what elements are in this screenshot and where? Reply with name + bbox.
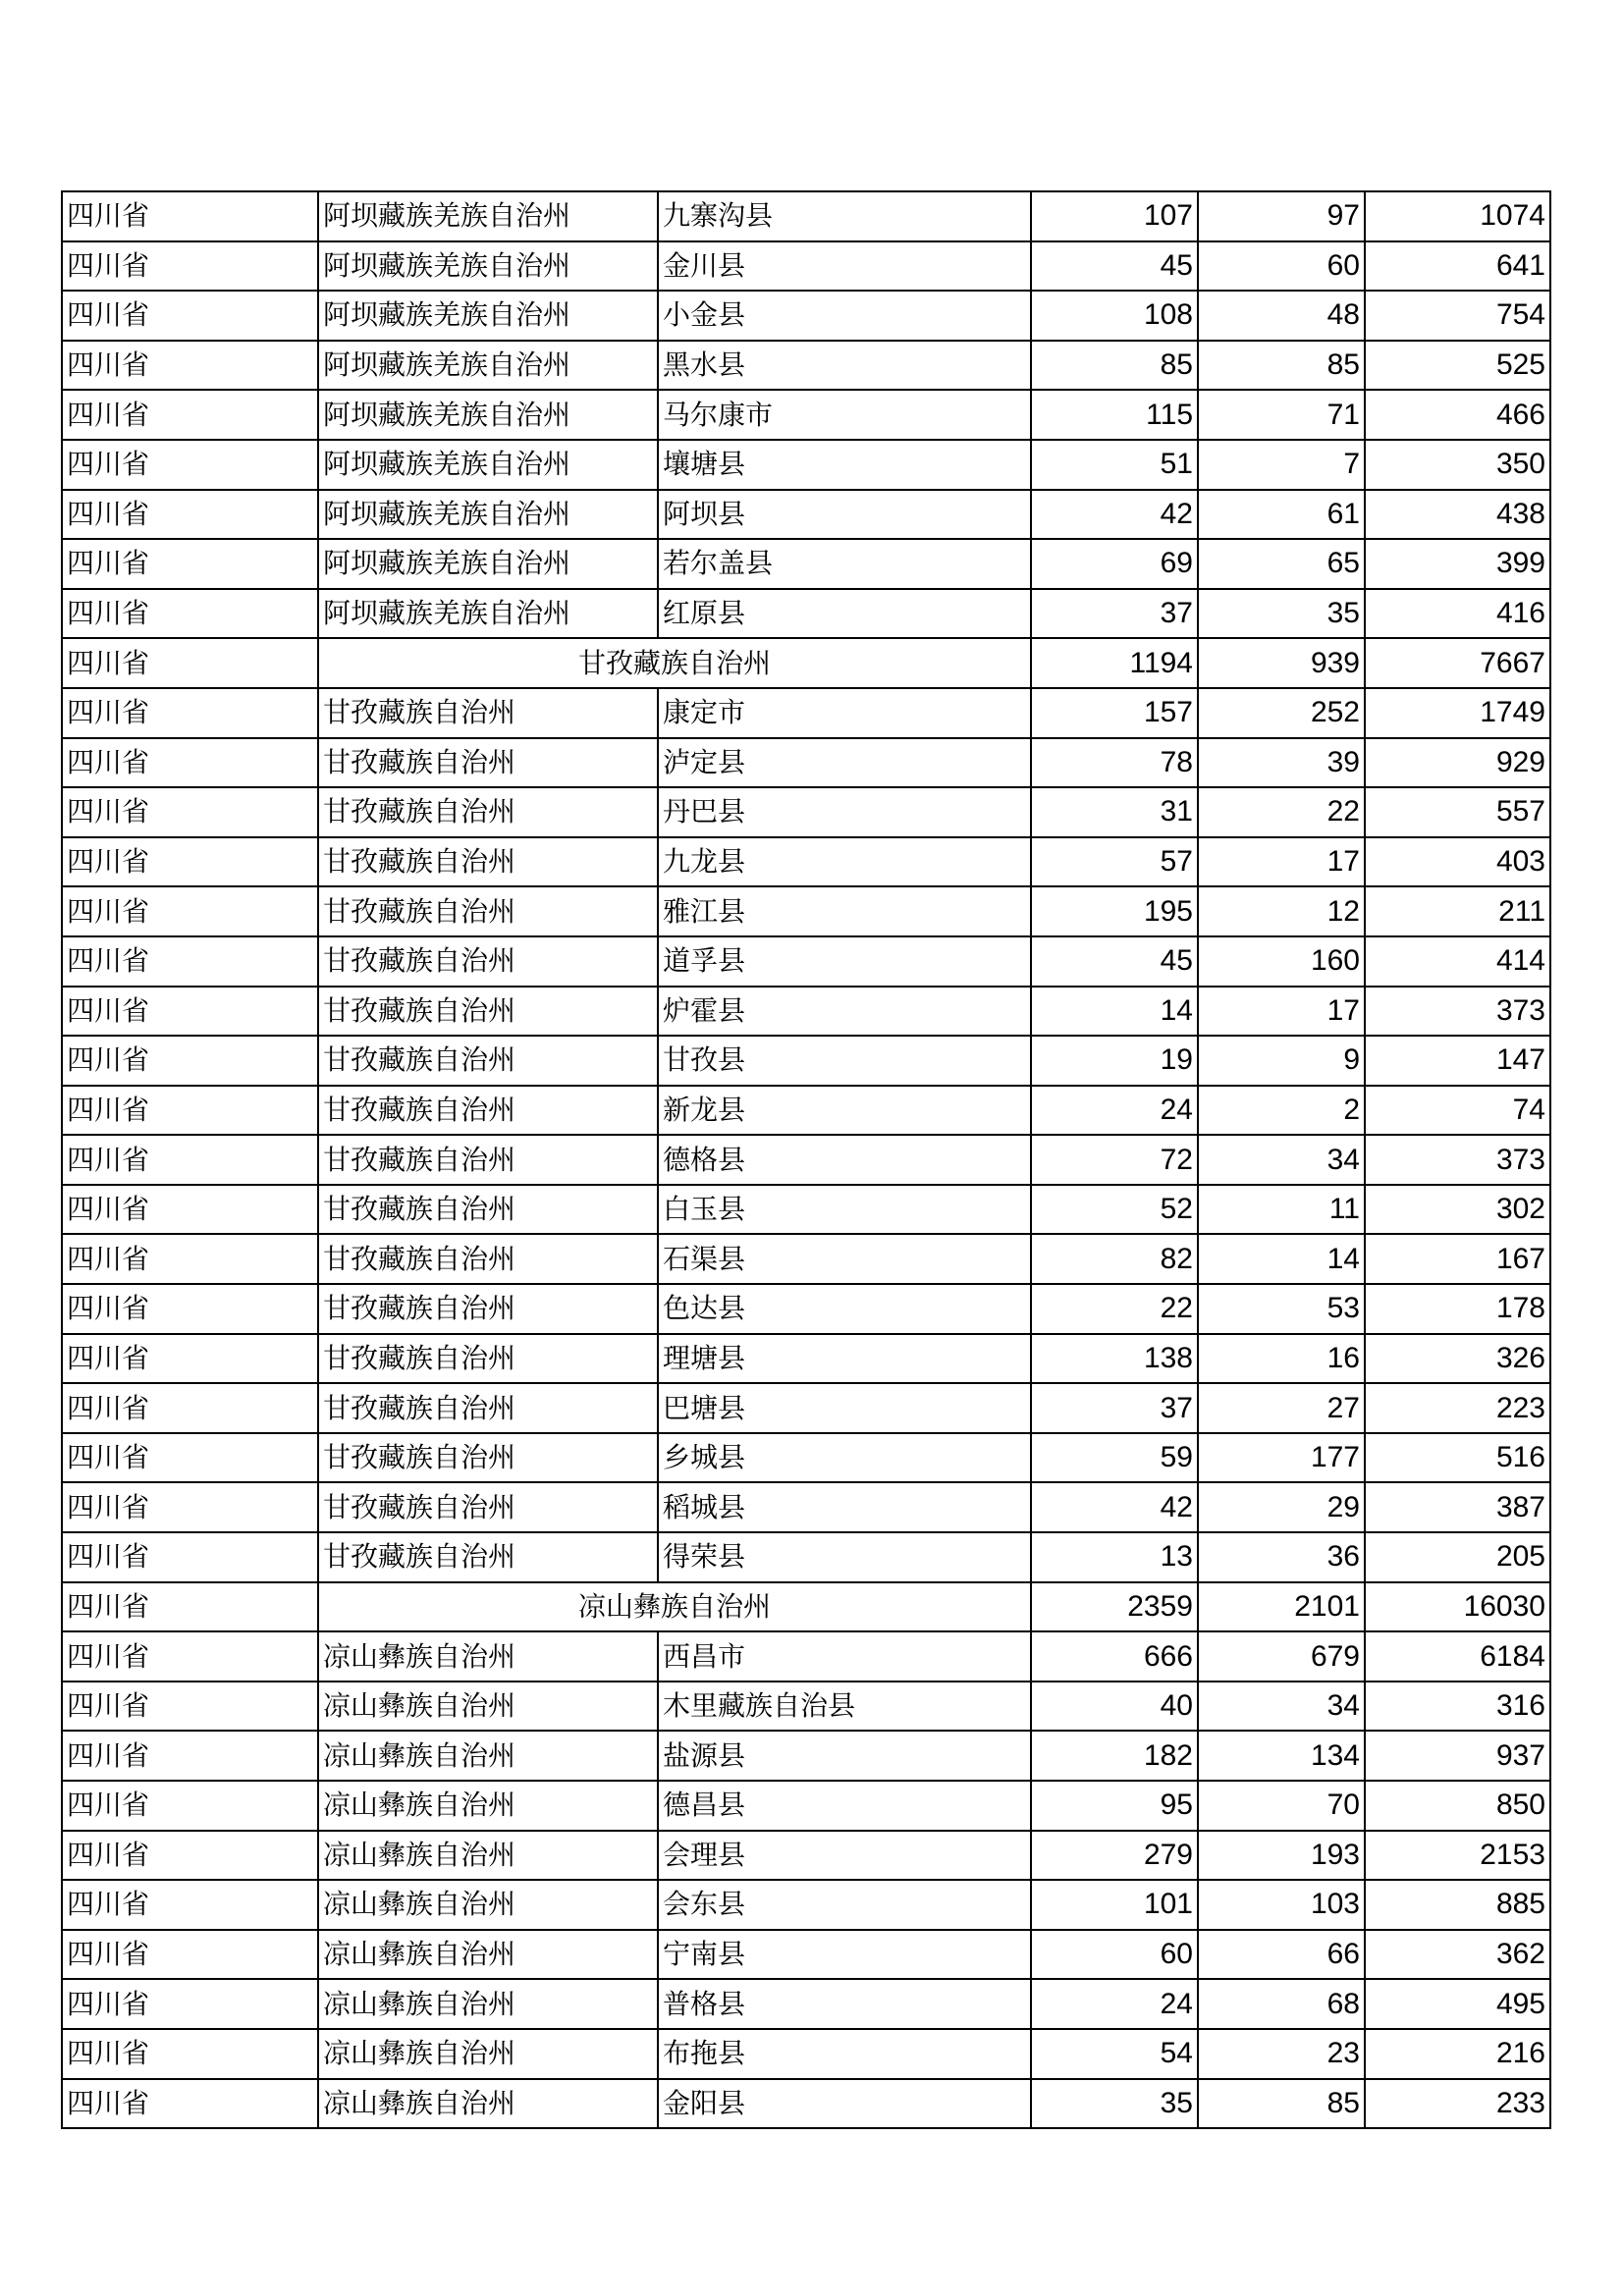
- cell-prefecture: 阿坝藏族羌族自治州: [318, 440, 658, 490]
- cell-prefecture: 凉山彝族自治州: [318, 1631, 658, 1682]
- cell-county: 九寨沟县: [658, 191, 1031, 241]
- cell-value-1: 195: [1031, 886, 1198, 936]
- cell-value-1: 2359: [1031, 1582, 1198, 1632]
- table-row: [62, 738, 1550, 788]
- cell-county: 德格县: [658, 1135, 1031, 1185]
- cell-province: 四川省: [62, 886, 318, 936]
- cell-province: 四川省: [62, 1631, 318, 1682]
- cell-value-1: 107: [1031, 191, 1198, 241]
- cell-prefecture: 甘孜藏族自治州: [318, 1284, 658, 1334]
- cell-value-2: 68: [1198, 1979, 1365, 2029]
- cell-prefecture: 凉山彝族自治州: [318, 1930, 658, 1980]
- cell-value-1: 138: [1031, 1334, 1198, 1384]
- cell-county: 雅江县: [658, 886, 1031, 936]
- cell-prefecture: 阿坝藏族羌族自治州: [318, 241, 658, 292]
- cell-prefecture: 凉山彝族自治州: [318, 2029, 658, 2079]
- cell-value-1: 19: [1031, 1036, 1198, 1086]
- cell-value-3: 557: [1365, 787, 1550, 837]
- cell-value-3: 302: [1365, 1185, 1550, 1235]
- cell-prefecture: 甘孜藏族自治州: [318, 886, 658, 936]
- cell-prefecture: 阿坝藏族羌族自治州: [318, 390, 658, 440]
- cell-value-3: 362: [1365, 1930, 1550, 1980]
- cell-value-3: 373: [1365, 1135, 1550, 1185]
- cell-value-2: 29: [1198, 1482, 1365, 1532]
- cell-value-2: 16: [1198, 1334, 1365, 1384]
- cell-value-2: 134: [1198, 1731, 1365, 1781]
- table-row: [62, 1284, 1550, 1334]
- cell-value-3: 754: [1365, 291, 1550, 341]
- table-row: [62, 539, 1550, 589]
- cell-value-2: 36: [1198, 1532, 1365, 1582]
- cell-province: 四川省: [62, 1930, 318, 1980]
- cell-province: 四川省: [62, 341, 318, 391]
- cell-prefecture: 甘孜藏族自治州: [318, 1433, 658, 1483]
- cell-value-2: 17: [1198, 987, 1365, 1037]
- cell-value-1: 42: [1031, 490, 1198, 540]
- table-row: [62, 1135, 1550, 1185]
- table-row: [62, 787, 1550, 837]
- cell-province: 四川省: [62, 1582, 318, 1632]
- cell-value-3: 1074: [1365, 191, 1550, 241]
- cell-county: 壤塘县: [658, 440, 1031, 490]
- cell-value-3: 2153: [1365, 1831, 1550, 1881]
- table-row: [62, 291, 1550, 341]
- cell-value-3: 885: [1365, 1880, 1550, 1930]
- cell-province: 四川省: [62, 390, 318, 440]
- cell-province: 四川省: [62, 1532, 318, 1582]
- cell-value-2: 12: [1198, 886, 1365, 936]
- cell-province: 四川省: [62, 787, 318, 837]
- cell-county: 理塘县: [658, 1334, 1031, 1384]
- table-row: [62, 490, 1550, 540]
- cell-value-1: 22: [1031, 1284, 1198, 1334]
- cell-value-1: 14: [1031, 987, 1198, 1037]
- table-row: [62, 1334, 1550, 1384]
- cell-county: 金川县: [658, 241, 1031, 292]
- cell-prefecture: 甘孜藏族自治州: [318, 837, 658, 887]
- cell-value-1: 182: [1031, 1731, 1198, 1781]
- table-row: [62, 1682, 1550, 1732]
- cell-value-1: 666: [1031, 1631, 1198, 1682]
- cell-county: 得荣县: [658, 1532, 1031, 1582]
- cell-value-3: 178: [1365, 1284, 1550, 1334]
- cell-province: 四川省: [62, 1433, 318, 1483]
- cell-value-3: 373: [1365, 987, 1550, 1037]
- cell-value-2: 23: [1198, 2029, 1365, 2079]
- table-row: [62, 390, 1550, 440]
- table-row: [62, 1631, 1550, 1682]
- table-row: [62, 589, 1550, 639]
- cell-value-1: 108: [1031, 291, 1198, 341]
- cell-prefecture: 阿坝藏族羌族自治州: [318, 191, 658, 241]
- cell-value-2: 103: [1198, 1880, 1365, 1930]
- data-table: [61, 190, 1551, 2129]
- table-row: [62, 688, 1550, 738]
- cell-value-1: 52: [1031, 1185, 1198, 1235]
- cell-county: 稻城县: [658, 1482, 1031, 1532]
- cell-value-3: 205: [1365, 1532, 1550, 1582]
- cell-value-2: 66: [1198, 1930, 1365, 1980]
- cell-county: 若尔盖县: [658, 539, 1031, 589]
- cell-prefecture: 甘孜藏族自治州: [318, 738, 658, 788]
- cell-prefecture: 凉山彝族自治州: [318, 2079, 658, 2129]
- cell-value-2: 9: [1198, 1036, 1365, 1086]
- cell-prefecture: 甘孜藏族自治州: [318, 1036, 658, 1086]
- cell-value-1: 24: [1031, 1086, 1198, 1136]
- cell-value-3: 350: [1365, 440, 1550, 490]
- cell-value-2: 193: [1198, 1831, 1365, 1881]
- cell-value-2: 70: [1198, 1781, 1365, 1831]
- cell-value-3: 937: [1365, 1731, 1550, 1781]
- cell-county: 红原县: [658, 589, 1031, 639]
- cell-value-1: 57: [1031, 837, 1198, 887]
- cell-county: 德昌县: [658, 1781, 1031, 1831]
- cell-county: 木里藏族自治县: [658, 1682, 1031, 1732]
- cell-prefecture: 甘孜藏族自治州: [318, 1334, 658, 1384]
- cell-prefecture: 甘孜藏族自治州: [318, 1532, 658, 1582]
- cell-value-2: 11: [1198, 1185, 1365, 1235]
- cell-value-1: 101: [1031, 1880, 1198, 1930]
- cell-prefecture: 凉山彝族自治州: [318, 1731, 658, 1781]
- cell-prefecture: 甘孜藏族自治州: [318, 936, 658, 987]
- table-row: [62, 1482, 1550, 1532]
- cell-prefecture: 阿坝藏族羌族自治州: [318, 539, 658, 589]
- cell-value-3: 1749: [1365, 688, 1550, 738]
- table-body: [62, 191, 1550, 2128]
- cell-county: 普格县: [658, 1979, 1031, 2029]
- cell-prefecture: 凉山彝族自治州: [318, 1831, 658, 1881]
- cell-value-3: 326: [1365, 1334, 1550, 1384]
- cell-value-2: 71: [1198, 390, 1365, 440]
- cell-value-3: 466: [1365, 390, 1550, 440]
- cell-prefecture: 凉山彝族自治州: [318, 1979, 658, 2029]
- cell-county: 丹巴县: [658, 787, 1031, 837]
- cell-value-3: 216: [1365, 2029, 1550, 2079]
- cell-value-3: 641: [1365, 241, 1550, 292]
- cell-province: 四川省: [62, 490, 318, 540]
- cell-county: 盐源县: [658, 1731, 1031, 1781]
- cell-value-2: 160: [1198, 936, 1365, 987]
- cell-value-1: 51: [1031, 440, 1198, 490]
- table-row: [62, 2079, 1550, 2129]
- cell-value-3: 414: [1365, 936, 1550, 987]
- table-row: [62, 341, 1550, 391]
- cell-province: 四川省: [62, 1731, 318, 1781]
- table-row: [62, 936, 1550, 987]
- cell-province: 四川省: [62, 1482, 318, 1532]
- cell-prefecture: 凉山彝族自治州: [318, 1781, 658, 1831]
- cell-value-1: 31: [1031, 787, 1198, 837]
- cell-value-1: 115: [1031, 390, 1198, 440]
- table-row: [62, 1880, 1550, 1930]
- cell-value-2: 34: [1198, 1135, 1365, 1185]
- cell-province: 四川省: [62, 291, 318, 341]
- cell-prefecture: 凉山彝族自治州: [318, 1682, 658, 1732]
- table-row: [62, 1930, 1550, 1980]
- cell-value-1: 42: [1031, 1482, 1198, 1532]
- table-row: [62, 1781, 1550, 1831]
- table-row: [62, 987, 1550, 1037]
- cell-value-1: 78: [1031, 738, 1198, 788]
- cell-value-2: 53: [1198, 1284, 1365, 1334]
- cell-province: 四川省: [62, 589, 318, 639]
- cell-prefecture: 甘孜藏族自治州: [318, 987, 658, 1037]
- cell-province: 四川省: [62, 440, 318, 490]
- cell-province: 四川省: [62, 738, 318, 788]
- table-row: [62, 1979, 1550, 2029]
- table-row: [62, 1532, 1550, 1582]
- table-row: [62, 1185, 1550, 1235]
- cell-value-1: 37: [1031, 589, 1198, 639]
- cell-value-1: 60: [1031, 1930, 1198, 1980]
- cell-value-2: 177: [1198, 1433, 1365, 1483]
- cell-value-2: 252: [1198, 688, 1365, 738]
- cell-value-2: 27: [1198, 1383, 1365, 1433]
- cell-prefecture-total: 凉山彝族自治州: [318, 1582, 1031, 1632]
- cell-province: 四川省: [62, 1135, 318, 1185]
- table-row: [62, 241, 1550, 292]
- cell-province: 四川省: [62, 638, 318, 688]
- cell-province: 四川省: [62, 1086, 318, 1136]
- cell-value-1: 59: [1031, 1433, 1198, 1483]
- cell-county: 白玉县: [658, 1185, 1031, 1235]
- cell-value-1: 54: [1031, 2029, 1198, 2079]
- cell-value-3: 438: [1365, 490, 1550, 540]
- cell-value-2: 35: [1198, 589, 1365, 639]
- cell-province: 四川省: [62, 1831, 318, 1881]
- cell-value-2: 17: [1198, 837, 1365, 887]
- cell-county: 九龙县: [658, 837, 1031, 887]
- cell-county: 炉霍县: [658, 987, 1031, 1037]
- table-row: [62, 440, 1550, 490]
- cell-prefecture: 阿坝藏族羌族自治州: [318, 341, 658, 391]
- cell-value-3: 399: [1365, 539, 1550, 589]
- cell-value-3: 316: [1365, 1682, 1550, 1732]
- cell-province: 四川省: [62, 1781, 318, 1831]
- cell-prefecture: 凉山彝族自治州: [318, 1880, 658, 1930]
- cell-value-2: 85: [1198, 341, 1365, 391]
- cell-province: 四川省: [62, 837, 318, 887]
- cell-county: 会东县: [658, 1880, 1031, 1930]
- cell-value-2: 679: [1198, 1631, 1365, 1682]
- cell-value-2: 60: [1198, 241, 1365, 292]
- cell-value-3: 387: [1365, 1482, 1550, 1532]
- table-row: [62, 1831, 1550, 1881]
- cell-value-3: 147: [1365, 1036, 1550, 1086]
- cell-county: 马尔康市: [658, 390, 1031, 440]
- cell-value-3: 167: [1365, 1234, 1550, 1284]
- cell-value-1: 1194: [1031, 638, 1198, 688]
- cell-value-3: 403: [1365, 837, 1550, 887]
- cell-value-1: 37: [1031, 1383, 1198, 1433]
- cell-value-3: 6184: [1365, 1631, 1550, 1682]
- cell-county: 黑水县: [658, 341, 1031, 391]
- cell-value-3: 516: [1365, 1433, 1550, 1483]
- cell-value-1: 24: [1031, 1979, 1198, 2029]
- cell-province: 四川省: [62, 2029, 318, 2079]
- cell-value-2: 61: [1198, 490, 1365, 540]
- cell-province: 四川省: [62, 1880, 318, 1930]
- cell-value-3: 223: [1365, 1383, 1550, 1433]
- table-row: [62, 1086, 1550, 1136]
- cell-county: 布拖县: [658, 2029, 1031, 2079]
- cell-county: 金阳县: [658, 2079, 1031, 2129]
- cell-prefecture: 甘孜藏族自治州: [318, 1135, 658, 1185]
- cell-province: 四川省: [62, 1185, 318, 1235]
- cell-value-1: 82: [1031, 1234, 1198, 1284]
- cell-value-1: 72: [1031, 1135, 1198, 1185]
- cell-county: 小金县: [658, 291, 1031, 341]
- cell-county: 泸定县: [658, 738, 1031, 788]
- cell-prefecture: 甘孜藏族自治州: [318, 1185, 658, 1235]
- cell-prefecture: 甘孜藏族自治州: [318, 1482, 658, 1532]
- table-row: [62, 2029, 1550, 2079]
- cell-county: 乡城县: [658, 1433, 1031, 1483]
- cell-county: 甘孜县: [658, 1036, 1031, 1086]
- cell-value-3: 7667: [1365, 638, 1550, 688]
- cell-province: 四川省: [62, 688, 318, 738]
- cell-value-1: 95: [1031, 1781, 1198, 1831]
- cell-prefecture-total: 甘孜藏族自治州: [318, 638, 1031, 688]
- cell-province: 四川省: [62, 1979, 318, 2029]
- cell-value-1: 279: [1031, 1831, 1198, 1881]
- cell-prefecture: 阿坝藏族羌族自治州: [318, 589, 658, 639]
- table-row: [62, 1036, 1550, 1086]
- cell-county: 康定市: [658, 688, 1031, 738]
- cell-value-2: 65: [1198, 539, 1365, 589]
- table-row: [62, 837, 1550, 887]
- cell-value-3: 929: [1365, 738, 1550, 788]
- cell-province: 四川省: [62, 1284, 318, 1334]
- table-row-subtotal: [62, 1582, 1550, 1632]
- cell-province: 四川省: [62, 241, 318, 292]
- cell-value-1: 45: [1031, 936, 1198, 987]
- cell-value-2: 2: [1198, 1086, 1365, 1136]
- cell-prefecture: 甘孜藏族自治州: [318, 1086, 658, 1136]
- cell-province: 四川省: [62, 1334, 318, 1384]
- cell-value-3: 211: [1365, 886, 1550, 936]
- cell-value-2: 97: [1198, 191, 1365, 241]
- cell-value-2: 48: [1198, 291, 1365, 341]
- cell-value-3: 233: [1365, 2079, 1550, 2129]
- cell-value-3: 416: [1365, 589, 1550, 639]
- table-row: [62, 1383, 1550, 1433]
- cell-value-1: 69: [1031, 539, 1198, 589]
- cell-province: 四川省: [62, 1383, 318, 1433]
- cell-value-2: 7: [1198, 440, 1365, 490]
- cell-value-1: 85: [1031, 341, 1198, 391]
- cell-value-2: 14: [1198, 1234, 1365, 1284]
- cell-value-3: 525: [1365, 341, 1550, 391]
- cell-prefecture: 甘孜藏族自治州: [318, 688, 658, 738]
- cell-value-2: 939: [1198, 638, 1365, 688]
- table-row: [62, 886, 1550, 936]
- cell-value-3: 495: [1365, 1979, 1550, 2029]
- cell-province: 四川省: [62, 2079, 318, 2129]
- cell-county: 西昌市: [658, 1631, 1031, 1682]
- cell-value-2: 39: [1198, 738, 1365, 788]
- cell-prefecture: 阿坝藏族羌族自治州: [318, 490, 658, 540]
- cell-value-1: 35: [1031, 2079, 1198, 2129]
- cell-prefecture: 阿坝藏族羌族自治州: [318, 291, 658, 341]
- cell-county: 新龙县: [658, 1086, 1031, 1136]
- table-row: [62, 191, 1550, 241]
- cell-value-2: 85: [1198, 2079, 1365, 2129]
- table-row-subtotal: [62, 638, 1550, 688]
- cell-prefecture: 甘孜藏族自治州: [318, 787, 658, 837]
- cell-province: 四川省: [62, 1036, 318, 1086]
- cell-province: 四川省: [62, 539, 318, 589]
- cell-value-2: 2101: [1198, 1582, 1365, 1632]
- cell-value-3: 850: [1365, 1781, 1550, 1831]
- cell-province: 四川省: [62, 191, 318, 241]
- cell-value-2: 34: [1198, 1682, 1365, 1732]
- cell-value-1: 157: [1031, 688, 1198, 738]
- table-row: [62, 1234, 1550, 1284]
- table-row: [62, 1731, 1550, 1781]
- cell-value-3: 16030: [1365, 1582, 1550, 1632]
- cell-county: 巴塘县: [658, 1383, 1031, 1433]
- cell-county: 道孚县: [658, 936, 1031, 987]
- cell-province: 四川省: [62, 936, 318, 987]
- cell-county: 阿坝县: [658, 490, 1031, 540]
- cell-county: 石渠县: [658, 1234, 1031, 1284]
- cell-county: 会理县: [658, 1831, 1031, 1881]
- cell-value-2: 22: [1198, 787, 1365, 837]
- cell-value-1: 13: [1031, 1532, 1198, 1582]
- cell-value-1: 45: [1031, 241, 1198, 292]
- cell-value-3: 74: [1365, 1086, 1550, 1136]
- cell-county: 色达县: [658, 1284, 1031, 1334]
- cell-value-1: 40: [1031, 1682, 1198, 1732]
- cell-province: 四川省: [62, 987, 318, 1037]
- cell-province: 四川省: [62, 1682, 318, 1732]
- cell-province: 四川省: [62, 1234, 318, 1284]
- cell-prefecture: 甘孜藏族自治州: [318, 1383, 658, 1433]
- cell-prefecture: 甘孜藏族自治州: [318, 1234, 658, 1284]
- table-row: [62, 1433, 1550, 1483]
- cell-county: 宁南县: [658, 1930, 1031, 1980]
